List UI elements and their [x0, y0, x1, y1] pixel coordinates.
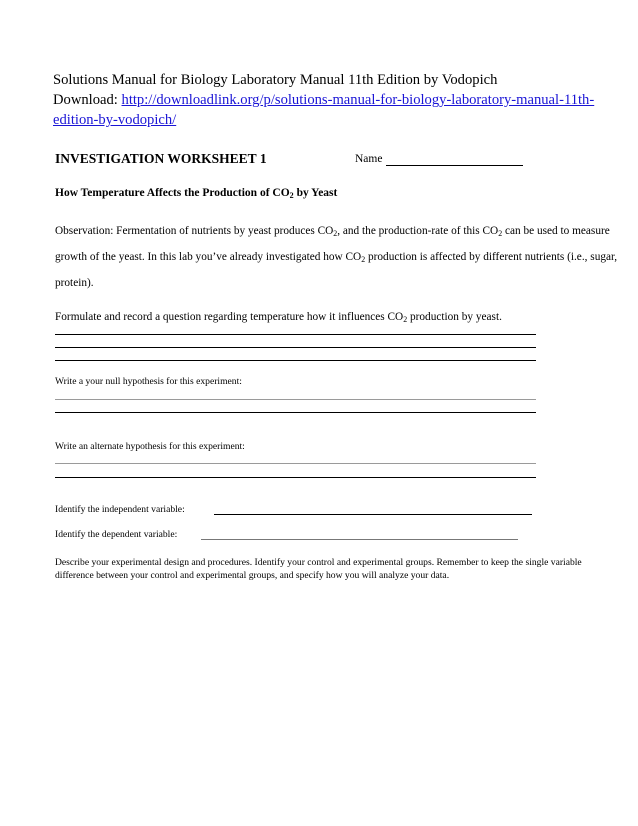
answer-line-question-1[interactable]	[55, 334, 536, 335]
header-title: Solutions Manual for Biology Laboratory Manual 11th Edition by Vodopich	[53, 72, 498, 88]
name-label: Name	[355, 153, 383, 165]
download-link[interactable]: http://downloadlink.org/p/solutions-manual-for-biology-laboratory-manual-11th-edition-by-vodopich/	[53, 92, 595, 128]
alternate-hypothesis-prompt: Write an alternate hypothesis for this experiment:	[55, 441, 245, 452]
answer-line-null-1[interactable]	[55, 399, 536, 400]
independent-variable-prompt: Identify the independent variable:	[55, 504, 185, 515]
answer-line-question-3[interactable]	[55, 360, 536, 361]
dependent-variable-prompt: Identify the dependent variable:	[55, 529, 178, 540]
answer-line-alt-2[interactable]	[55, 477, 536, 478]
document-header	[53, 70, 613, 130]
answer-line-null-2[interactable]	[55, 412, 536, 413]
design-instructions: Describe your experimental design and procedures. Identify your control and experimental groups. Remember to keep the single variable difference between your control and experimental groups, and specify how you will analyze your data.	[55, 557, 582, 581]
independent-variable-field[interactable]	[214, 514, 532, 515]
name-field[interactable]	[386, 165, 523, 166]
worksheet-title-row	[55, 151, 615, 171]
observation-paragraph: Observation: Fermentation of nutrients by yeast produces $CO_2$, and the production-rate of this $CO_2$ can be used to measure growth of the yeast. In this lab you’ve already investigated how $CO_2$ production is affected by different nutrients (i.e., sugar, protein).	[55, 225, 618, 289]
question-prompt: Formulate and record a question regarding temperature how it influences $CO_2$ production by yeast.	[55, 311, 502, 324]
null-hypothesis-prompt: Write a your null hypothesis for this experiment:	[55, 376, 242, 387]
answer-line-alt-1[interactable]	[55, 463, 536, 464]
download-line	[53, 90, 613, 130]
dependent-variable-field[interactable]	[201, 539, 518, 540]
worksheet-subtitle: How Temperature Affects the Production of $CO_2$ by Yeast	[55, 187, 338, 200]
download-label: Download:	[53, 92, 122, 108]
answer-line-question-2[interactable]	[55, 347, 536, 348]
worksheet-title: INVESTIGATION WORKSHEET 1	[55, 151, 267, 166]
